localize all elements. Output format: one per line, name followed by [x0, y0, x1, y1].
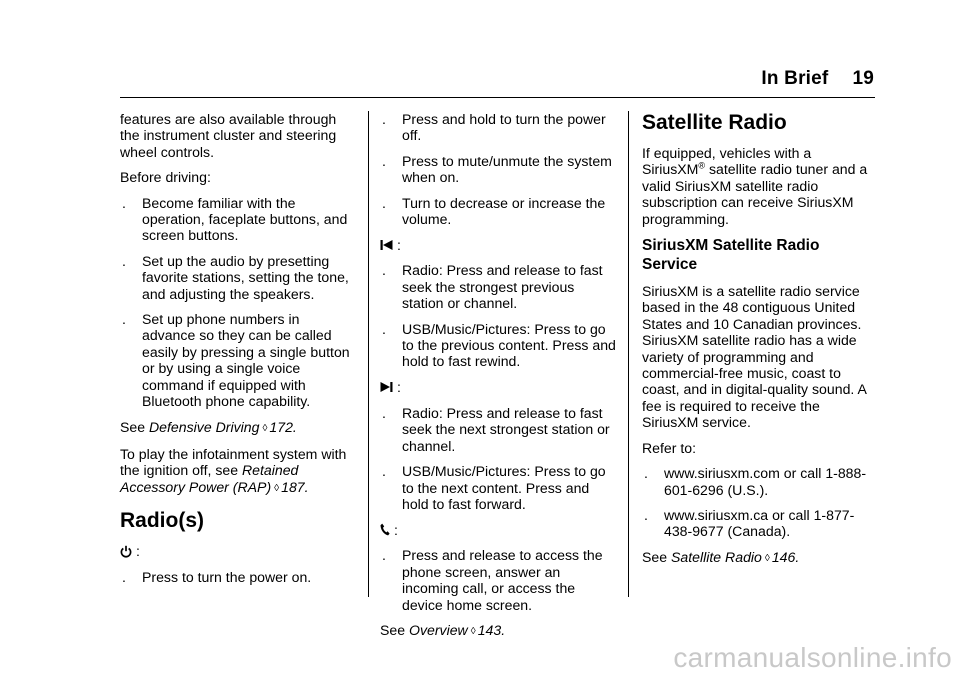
- phone-control-row: :: [380, 521, 616, 538]
- page-ref-arrow-icon: ◊: [274, 482, 280, 494]
- page-ref-arrow-icon: ◊: [262, 422, 268, 434]
- satellite-radio-heading: Satellite Radio: [642, 111, 787, 134]
- intro-paragraph: features are also available through the instrument cluster and steering wheel controls.: [120, 111, 337, 160]
- list-item: . Radio: Press and release to fast seek the strongest previous station or channel.: [382, 262, 603, 312]
- before-driving-label: Before driving:: [120, 169, 211, 186]
- list-item: . www.siriusxm.com or call 1-888-601-6296 (U.S.).: [644, 465, 867, 498]
- page-ref[interactable]: 143.: [477, 621, 506, 638]
- power-control-row: :: [120, 543, 356, 560]
- registered-mark: ®: [698, 160, 706, 171]
- list-item: . Press and release to access the phone screen, answer an incoming call, or access the device home screen.: [382, 547, 603, 613]
- watermark: carmanualsonline.info: [673, 642, 952, 673]
- list-item: . Radio: Press and release to fast seek the next strongest station or channel.: [382, 404, 610, 454]
- header-rule: [120, 97, 875, 98]
- page-ref[interactable]: 146.: [771, 548, 800, 565]
- list-item: . Set up phone numbers in advance so they can be called easily by pressing a single button or by using a single voice command if equipped with Bluetooth phone capability.: [122, 311, 350, 410]
- column-1: [120, 111, 356, 595]
- list-item: . Turn to decrease or increase the volume.: [382, 194, 606, 228]
- cross-ref-link[interactable]: Satellite Radio: [671, 548, 762, 565]
- column-3: [642, 111, 878, 576]
- page-number: 19: [852, 68, 874, 89]
- satellite-intro: If equipped, vehicles with a SiriusXM® satellite radio tuner and a valid SiriusXM satellite radio subscription can receive SiriusXM programming.: [642, 145, 868, 227]
- seek-back-control-row: :: [380, 236, 616, 253]
- power-icon: [120, 545, 132, 558]
- list-item: . Set up the audio by presetting favorite stations, setting the tone, and adjusting the speakers.: [122, 252, 349, 302]
- seek-forward-control-row: :: [380, 379, 616, 396]
- column-divider: [628, 111, 629, 597]
- list-item: . www.siriusxm.ca or call 1-877-438-9677 (Canada).: [644, 506, 855, 540]
- page-ref[interactable]: 187.: [281, 478, 309, 495]
- list-item: . Press and hold to turn the power off.: [382, 111, 606, 144]
- seek-forward-icon: [380, 381, 393, 393]
- page-ref-arrow-icon: ◊: [764, 552, 770, 564]
- infotainment-paragraph: To play the infotainment system with the ignition off, see Retained Accessory Power (RAP) ◊ 187.: [120, 445, 347, 495]
- list-item: . USB/Music/Pictures: Press to go to the next content. Press and hold to fast forward.: [382, 463, 606, 512]
- radios-heading: Radio(s): [120, 509, 204, 533]
- see-reference: See Overview ◊ 143.: [380, 621, 506, 638]
- siriusxm-service-heading: SiriusXM Satellite Radio Service: [642, 237, 820, 274]
- see-reference: See Defensive Driving ◊ 172.: [120, 418, 297, 435]
- cross-ref-link[interactable]: Retained Accessory Power (RAP): [120, 462, 299, 495]
- see-reference: See Satellite Radio ◊ 146.: [642, 548, 800, 565]
- siriusxm-body: SiriusXM is a satellite radio service based in the 48 contiguous United States and 10 Canadian provinces. SiriusXM satellite radio has a wide variety of programming and commercial-free music, coast to coast, and in digital-quality sound. A fee is required to receive the SiriusXM service.: [642, 283, 867, 431]
- list-item: . Press to turn the power on.: [122, 569, 312, 586]
- refer-to-label: Refer to:: [642, 439, 697, 456]
- cross-ref-link[interactable]: Defensive Driving: [149, 418, 260, 435]
- list-item: . Press to mute/unmute the system when on.: [382, 152, 612, 186]
- list-item: . USB/Music/Pictures: Press to go to the previous content. Press and hold to fast rewind.: [382, 320, 616, 370]
- list-item: . Become familiar with the operation, faceplate buttons, and screen buttons.: [122, 194, 348, 244]
- column-2: [380, 111, 616, 649]
- seek-back-icon: [380, 239, 393, 251]
- page-ref[interactable]: 172.: [269, 418, 297, 435]
- page-header: [761, 68, 874, 90]
- cross-ref-link[interactable]: Overview: [409, 621, 468, 638]
- column-divider: [368, 111, 369, 597]
- section-title: In Brief: [761, 68, 829, 89]
- page-ref-arrow-icon: ◊: [470, 625, 476, 637]
- phone-icon: [380, 523, 390, 536]
